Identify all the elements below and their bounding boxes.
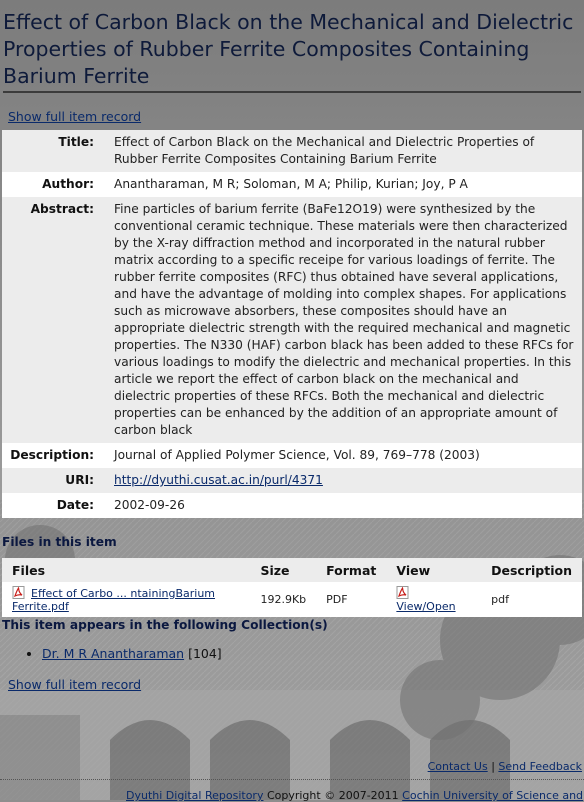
footer-separator: |: [491, 760, 495, 773]
files-header-row: [2, 558, 582, 582]
metadata-value: Journal of Applied Polymer Science, Vol. 89, 769–778 (2003): [108, 443, 582, 468]
metadata-row-date: [2, 493, 582, 518]
metadata-value: 2002-09-26: [108, 493, 582, 518]
file-size: 192.9Kb: [250, 582, 316, 617]
footer-divider: [0, 779, 584, 780]
repository-link[interactable]: Dyuthi Digital Repository: [126, 789, 264, 802]
collection-count: [104]: [188, 646, 222, 661]
column-header-files: Files: [2, 558, 250, 582]
pdf-view-icon: [396, 586, 409, 599]
file-name-link[interactable]: Effect of Carbo ... ntainingBarium Ferrite.pdf: [12, 587, 216, 613]
file-description: pdf: [481, 582, 582, 617]
metadata-table: [2, 130, 582, 518]
show-full-record-link[interactable]: Show full item record: [8, 109, 142, 124]
metadata-row-uri: [2, 468, 582, 493]
metadata-label: Abstract:: [2, 197, 108, 443]
university-link[interactable]: Cochin University of Science and: [402, 789, 584, 802]
view-open-link[interactable]: View/Open: [396, 600, 456, 613]
show-full-record-link-bottom[interactable]: Show full item record: [8, 677, 142, 692]
metadata-row-title: [2, 130, 582, 172]
metadata-row-description: [2, 443, 582, 468]
collection-item: [42, 646, 222, 661]
files-table: [2, 558, 582, 617]
send-feedback-link[interactable]: Send Feedback: [498, 760, 582, 773]
metadata-label: URI:: [2, 468, 108, 493]
footer-copyright: [126, 789, 583, 802]
metadata-label: Date:: [2, 493, 108, 518]
metadata-value: Anantharaman, M R; Soloman, M A; Philip, Kurian; Joy, P A: [108, 172, 582, 197]
file-format: PDF: [316, 582, 386, 617]
metadata-value: Effect of Carbon Black on the Mechanical and Dielectric Properties of Rubber Ferrite Composites Containing Barium Ferrite: [108, 130, 582, 172]
metadata-row-author: [2, 172, 582, 197]
pdf-file-icon: [12, 586, 25, 599]
metadata-label: Title:: [2, 130, 108, 172]
column-header-description: Description: [481, 558, 582, 582]
collections-list: [24, 646, 222, 661]
metadata-value: Fine particles of barium ferrite (BaFe12O19) were synthesized by the conventional ceramic technique. These materials were then characterized by the X-ray diffraction method and incorporated in the natural rubber matrix according to a specific receipe for various loadings of ferrite. The rubber ferrite composites (RFC) thus obtained have several applications, and have the advantage of molding into complex shapes. For applications such as microwave absorbers, these composites should have an appropriate dielectric strength with the required mechanical and magnetic properties. The N330 (HAF) carbon black has been added to these RFCs for various loadings to modify the dielectric and mechanical properties. In this article we report the effect of carbon black on the mechanical and dielectric properties of these RFCs. Both the mechanical and dielectric properties can be enhanced by the addition of an appropriate amount of carbon black: [108, 197, 582, 443]
metadata-row-abstract: [2, 197, 582, 443]
column-header-view: View: [386, 558, 481, 582]
page-title: Effect of Carbon Black on the Mechanical and Dielectric Properties of Rubber Ferrite Composites Containing Barium Ferrite: [3, 9, 581, 93]
column-header-size: Size: [250, 558, 316, 582]
metadata-label: Author:: [2, 172, 108, 197]
files-heading: Files in this item: [2, 535, 117, 549]
copyright-text: Copyright © 2007-2011: [266, 789, 399, 802]
uri-link[interactable]: http://dyuthi.cusat.ac.in/purl/4371: [114, 473, 323, 487]
metadata-label: Description:: [2, 443, 108, 468]
file-row: [2, 582, 582, 617]
collection-link[interactable]: Dr. M R Anantharaman: [42, 646, 185, 661]
collections-heading: This item appears in the following Collection(s): [2, 618, 328, 632]
footer-links: [428, 760, 582, 773]
contact-us-link[interactable]: Contact Us: [427, 760, 488, 773]
column-header-format: Format: [316, 558, 386, 582]
